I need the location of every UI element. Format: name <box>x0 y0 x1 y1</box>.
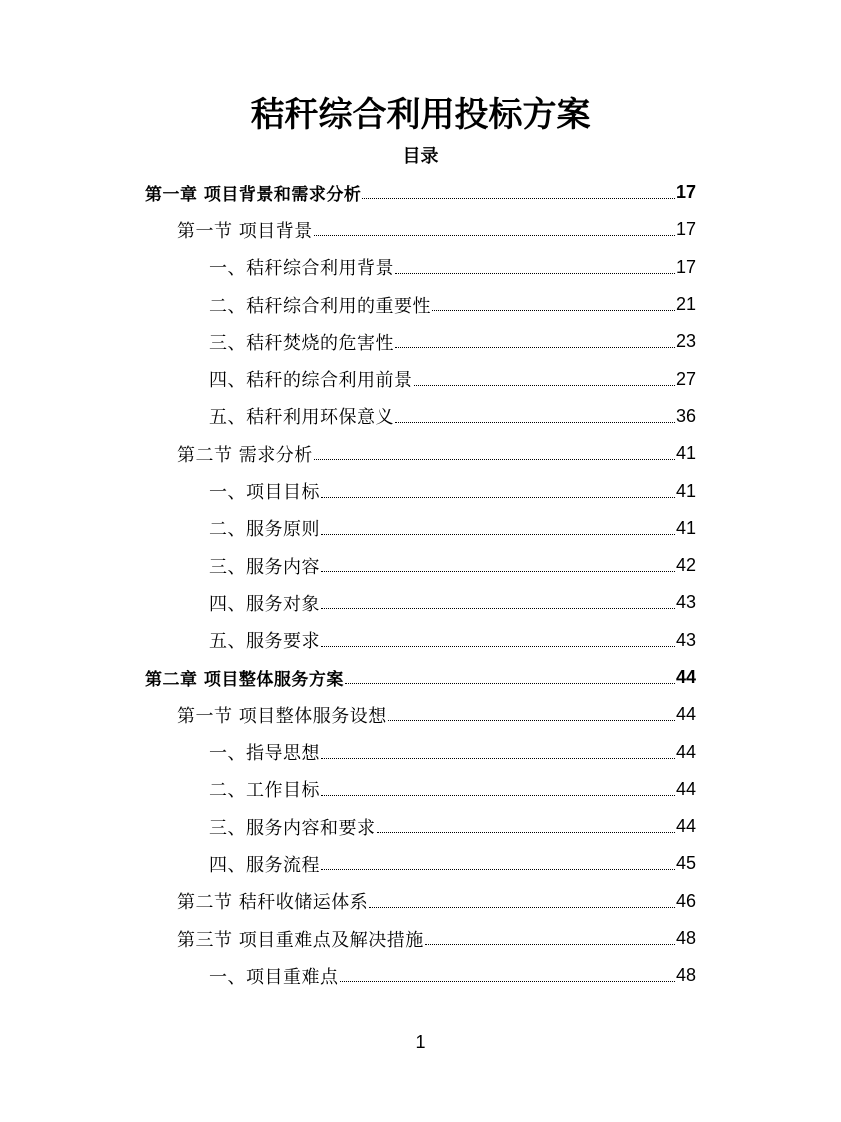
toc-entry-chapter[interactable] <box>0 659 841 696</box>
toc-entry-subsection[interactable] <box>0 845 841 882</box>
toc-entry-page: 43 <box>675 629 696 650</box>
toc-entry-page: 44 <box>675 816 696 837</box>
toc-entry-subsection[interactable] <box>0 622 841 659</box>
dot-leader <box>432 310 675 311</box>
toc-entry-section[interactable] <box>0 920 841 957</box>
toc-entry-title: 二、工作目标 <box>209 780 320 802</box>
dot-leader <box>369 907 675 908</box>
toc-entry-subsection[interactable] <box>0 547 841 584</box>
toc-entry-title: 第一节 项目背景 <box>177 220 313 242</box>
toc-entry-page: 41 <box>675 443 696 464</box>
toc-entry-section[interactable] <box>0 211 841 248</box>
dot-leader <box>377 832 675 833</box>
toc-entry-subsection[interactable] <box>0 249 841 286</box>
toc-entry-section[interactable] <box>0 696 841 733</box>
toc-entry-page: 44 <box>675 741 696 762</box>
toc-entry-title: 第三节 项目重难点及解决措施 <box>177 929 424 951</box>
toc-entry-page: 21 <box>675 294 696 315</box>
toc-entry-section[interactable] <box>0 435 841 472</box>
toc-entry-title: 第二节 秸秆收储运体系 <box>177 892 369 914</box>
dot-leader <box>321 497 675 498</box>
dot-leader <box>362 198 675 199</box>
dot-leader <box>314 459 675 460</box>
toc-entry-subsection[interactable] <box>0 957 841 994</box>
toc-entry-subsection[interactable] <box>0 360 841 397</box>
toc-entry-page: 44 <box>675 778 696 799</box>
dot-leader <box>321 758 675 759</box>
toc-heading: 目录 <box>402 146 439 167</box>
toc-entry-page: 43 <box>675 592 696 613</box>
toc-entry-subsection[interactable] <box>0 808 841 845</box>
page-number: 1 <box>415 1032 426 1052</box>
toc-entry-page: 48 <box>675 928 696 949</box>
dot-leader <box>321 795 675 796</box>
toc-entry-page: 45 <box>675 853 696 874</box>
toc-entry-title: 四、服务流程 <box>209 854 320 876</box>
toc-entry-subsection[interactable] <box>0 733 841 770</box>
toc-entry-page: 36 <box>675 405 696 426</box>
toc-entry-page: 42 <box>675 555 696 576</box>
document-title: 秸秆综合利用投标方案 <box>250 95 591 135</box>
table-of-contents <box>0 174 841 995</box>
toc-entry-subsection[interactable] <box>0 584 841 621</box>
toc-entry-page: 44 <box>675 667 696 687</box>
dot-leader <box>340 981 675 982</box>
toc-entry-section[interactable] <box>0 883 841 920</box>
toc-entry-title: 第一节 项目整体服务设想 <box>177 705 387 727</box>
toc-entry-title: 第二章 项目整体服务方案 <box>145 670 344 690</box>
dot-leader <box>321 646 675 647</box>
toc-entry-page: 44 <box>675 704 696 725</box>
toc-entry-title: 第一章 项目背景和需求分析 <box>145 185 362 206</box>
toc-entry-title: 一、秸秆综合利用背景 <box>209 258 394 280</box>
dot-leader <box>321 571 675 572</box>
toc-entry-subsection[interactable] <box>0 510 841 547</box>
toc-entry-title: 一、项目重难点 <box>209 966 339 988</box>
toc-entry-subsection[interactable] <box>0 472 841 509</box>
toc-entry-page: 46 <box>675 890 696 911</box>
toc-entry-subsection[interactable] <box>0 771 841 808</box>
toc-entry-title: 四、服务对象 <box>209 593 320 615</box>
toc-entry-chapter[interactable] <box>0 174 841 211</box>
dot-leader <box>314 235 675 236</box>
dot-leader <box>395 422 675 423</box>
dot-leader <box>321 608 675 609</box>
dot-leader <box>321 534 675 535</box>
dot-leader <box>388 720 675 721</box>
toc-entry-title: 五、服务要求 <box>209 631 320 653</box>
dot-leader <box>425 944 675 945</box>
dot-leader <box>414 385 675 386</box>
toc-entry-page: 17 <box>675 219 696 240</box>
dot-leader <box>321 869 675 870</box>
dot-leader <box>395 273 675 274</box>
toc-entry-title: 第二节 需求分析 <box>177 444 313 466</box>
toc-entry-subsection[interactable] <box>0 286 841 323</box>
dot-leader <box>345 683 675 684</box>
toc-entry-title: 二、服务原则 <box>209 519 320 541</box>
toc-entry-page: 41 <box>675 517 696 538</box>
toc-entry-title: 四、秸秆的综合利用前景 <box>209 370 413 392</box>
toc-entry-page: 17 <box>675 182 696 203</box>
toc-entry-page: 23 <box>675 331 696 352</box>
toc-entry-title: 五、秸秆利用环保意义 <box>209 407 394 429</box>
toc-entry-title: 一、指导思想 <box>209 743 320 765</box>
toc-entry-page: 41 <box>675 480 696 501</box>
toc-entry-title: 一、项目目标 <box>209 482 320 504</box>
dot-leader <box>395 347 675 348</box>
toc-entry-title: 三、服务内容和要求 <box>209 817 376 839</box>
toc-entry-page: 17 <box>675 256 696 277</box>
toc-entry-page: 27 <box>675 368 696 389</box>
toc-entry-subsection[interactable] <box>0 398 841 435</box>
toc-entry-title: 二、秸秆综合利用的重要性 <box>209 295 431 317</box>
toc-entry-subsection[interactable] <box>0 323 841 360</box>
toc-entry-title: 三、秸秆焚烧的危害性 <box>209 332 394 354</box>
toc-entry-title: 三、服务内容 <box>209 556 320 578</box>
toc-entry-page: 48 <box>675 965 696 986</box>
